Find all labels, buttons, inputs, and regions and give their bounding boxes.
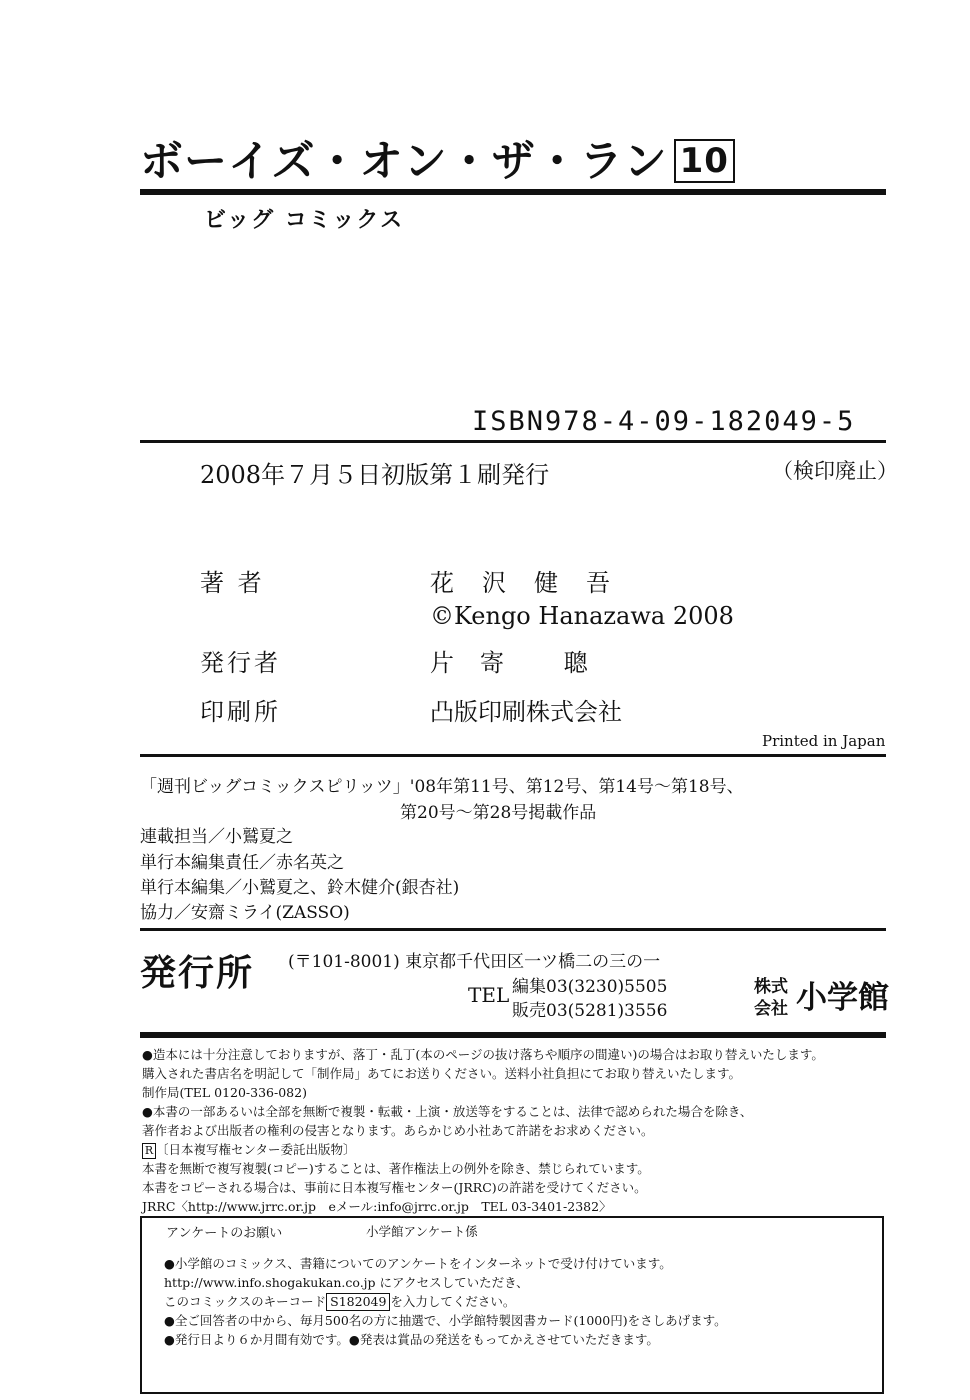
- notice-line: 著作者および出版者の権利の侵害となります。あらかじめ小社あて許諾をお求めください。: [142, 1123, 654, 1138]
- serialization-line-1: 「週刊ビッグコミックスピリッツ」'08年第11号、第12号、第14号〜第18号、: [140, 777, 744, 797]
- isbn-rule: [140, 440, 886, 443]
- r-mark-icon: R: [142, 1143, 156, 1159]
- author-name: 花沢健吾: [430, 569, 638, 597]
- publisher-label: 発行所: [140, 953, 255, 994]
- staff-line: 単行本編集／小鷲夏之、鈴木健介(銀杏社): [140, 878, 460, 898]
- key-code: S182049: [326, 1293, 390, 1311]
- staff-rule: [140, 928, 886, 931]
- staff-line: 連載担当／小鷲夏之: [140, 827, 293, 847]
- copyright: ©Kengo Hanazawa 2008: [430, 602, 734, 630]
- seal-note: （検印廃止）: [772, 459, 898, 483]
- isbn: ISBN978-4-09-182049-5: [472, 406, 856, 437]
- publisher-rule: [140, 1032, 886, 1038]
- printed-in: Printed in Japan: [762, 732, 886, 750]
- tel-sales: 販売03(5281)3556: [512, 1001, 668, 1021]
- notice-line: 制作局(TEL 0120-336-082): [142, 1085, 307, 1100]
- serialization-line-2: 第20号〜第28号掲載作品: [400, 803, 597, 823]
- publisher-address: (〒101-8001) 東京都千代田区一ツ橋二の三の一: [288, 952, 661, 972]
- survey-title: アンケートのお願い: [166, 1226, 283, 1241]
- notice-line: [142, 1140, 356, 1159]
- notice-line: ●本書の一部あるいは全部を無断で複製・転載・上演・放送等をすることは、法律で認められた場合を除き、: [142, 1104, 753, 1119]
- notice-line: 本書をコピーされる場合は、事前に日本複写権センター(JRRC)の許諾を受けてください。: [142, 1180, 647, 1195]
- survey-url: http://www.info.shogakukan.co.jp にアクセスしていただき、: [164, 1275, 529, 1290]
- survey-line: ●小学館のコミックス、書籍についてのアンケートをインターネットで受け付けています。: [164, 1256, 672, 1271]
- publisher-person-label: 発行者: [200, 649, 281, 677]
- notice-line: 購入された書店名を明記して「制作局」あてにお送りください。送料小社負担にてお取り替えいたします。: [142, 1066, 742, 1081]
- printer-label: 印刷所: [200, 698, 281, 726]
- jrrc-heading: 〔日本複写権センター委託出版物〕: [156, 1142, 356, 1157]
- key-code-label: このコミックスのキーコード: [164, 1294, 327, 1309]
- publisher-name: 小学館: [796, 980, 889, 1016]
- survey-line: [164, 1292, 515, 1311]
- book-title: [140, 128, 735, 189]
- staff-line: 協力／安齋ミライ(ZASSO): [140, 903, 350, 923]
- publisher-person-name: 片寄 聰: [430, 649, 614, 677]
- kaisha-label: 会社: [754, 999, 788, 1019]
- credits-rule: [140, 754, 886, 757]
- tel-label: TEL: [468, 983, 510, 1007]
- staff-line: 単行本編集責任／赤名英之: [140, 853, 344, 873]
- title-text: ボーイズ・オン・ザ・ラン: [140, 137, 668, 187]
- tel-editorial: 編集03(3230)5505: [512, 977, 668, 997]
- survey-line: ●発行日より６か月間有効です。●発表は賞品の発送をもってかえさせていただきます。: [164, 1332, 659, 1347]
- notice-line: JRRC〈http://www.jrrc.or.jp eメール:info@jrrc.or.jp TEL 03-3401-2382〉: [142, 1199, 612, 1214]
- notice-line: 本書を無断で複写複製(コピー)することは、著作権法上の例外を除き、禁じられています。: [142, 1161, 650, 1176]
- series-name: ビッグ コミックス: [204, 208, 405, 233]
- title-rule: [140, 189, 886, 195]
- key-code-instruction: を入力してください。: [390, 1294, 516, 1309]
- issue-date: 2008年７月５日初版第１刷発行: [200, 461, 550, 489]
- survey-dept: 小学館アンケート係: [366, 1224, 478, 1239]
- survey-line: ●全ご回答者の中から、毎月500名の方に抽選で、小学館特製図書カード(1000円)をさしあげます。: [164, 1313, 727, 1328]
- volume-number: 10: [674, 139, 735, 183]
- kabushiki-label: 株式: [754, 977, 788, 997]
- author-label: 著 者: [200, 569, 265, 597]
- printer-name: 凸版印刷株式会社: [430, 698, 622, 726]
- notice-line: ●造本には十分注意しておりますが、落丁・乱丁(本のページの抜け落ちや順序の間違い)の場合はお取り替えいたします。: [142, 1047, 824, 1062]
